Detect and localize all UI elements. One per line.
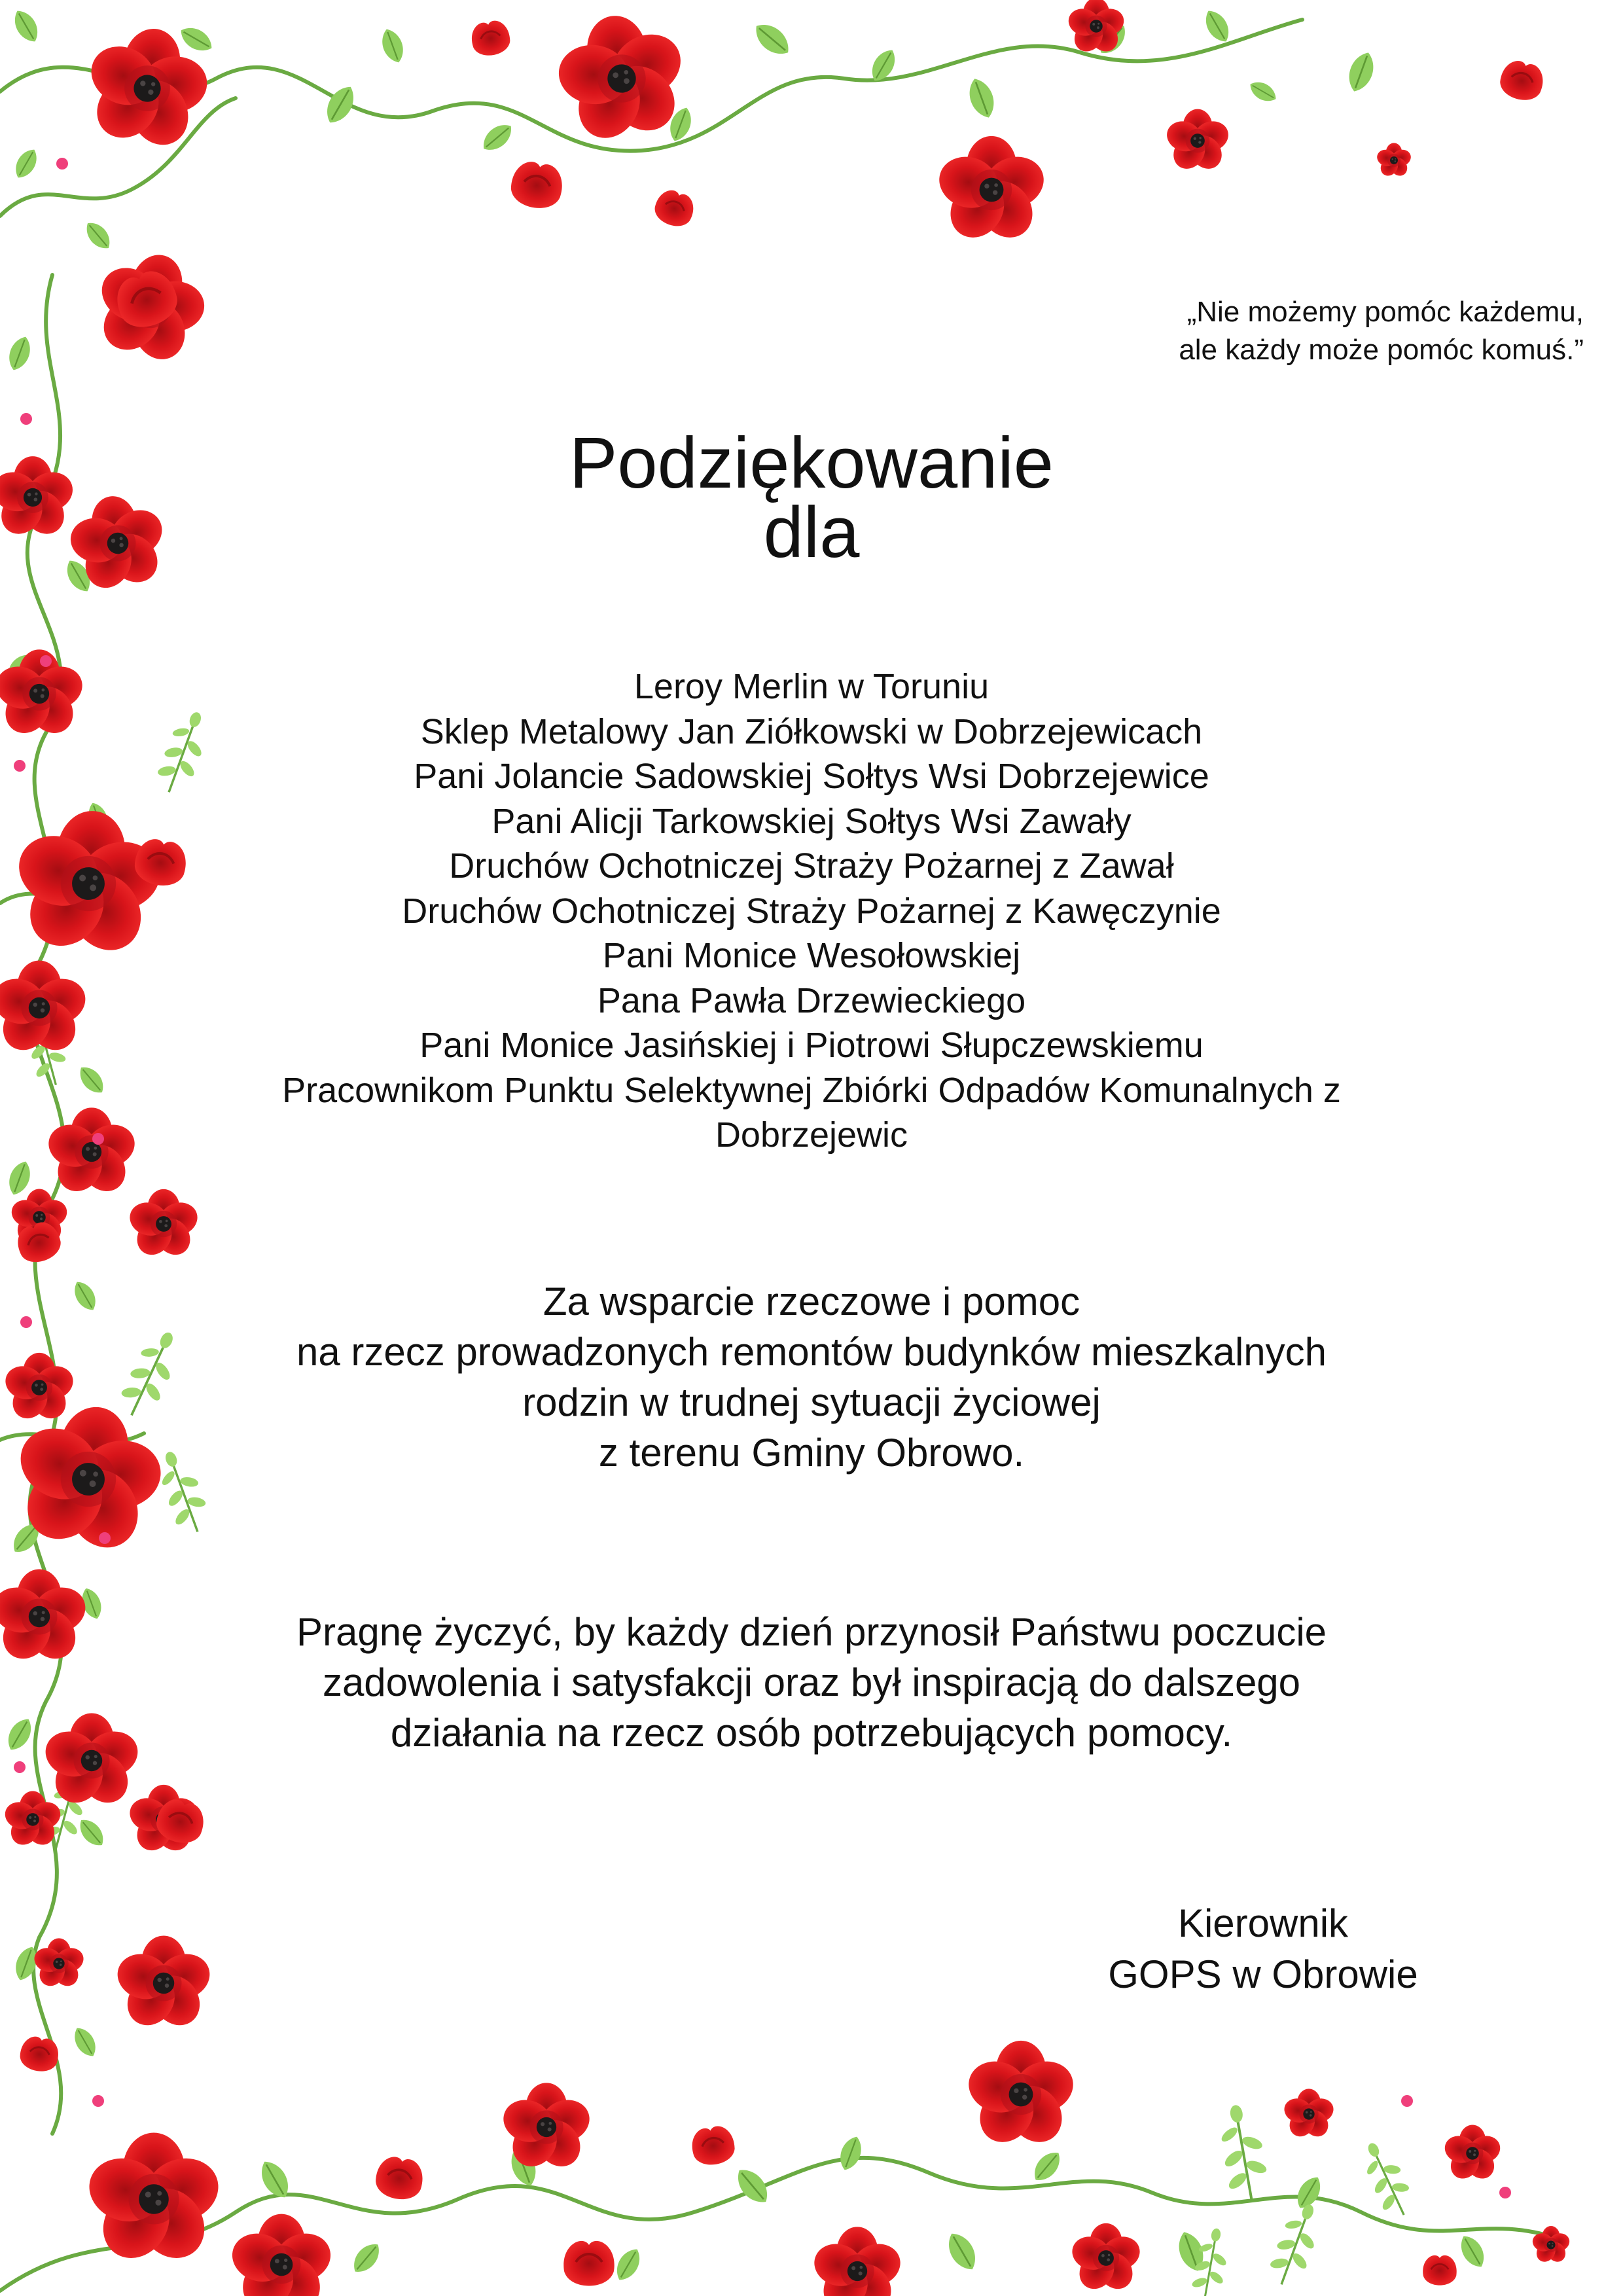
support-line: rodzin w trudnej sytuacji życiowej [522, 1380, 1101, 1424]
poppy-flower-icon [226, 2214, 336, 2296]
pink-bud-icon [56, 158, 68, 170]
leaf-icon [69, 2024, 101, 2060]
recipient-line: Pani Monice Jasińskiej i Piotrowi Słupczewskiemu [419, 1026, 1204, 1065]
leaf-icon [1200, 6, 1234, 46]
recipient-line: Druchów Ochotniczej Straży Pożarnej z Zawał [449, 846, 1174, 886]
poppy-flower-icon [1375, 143, 1413, 179]
signature-line-1: Kierownik [1177, 1901, 1349, 1945]
pink-bud-icon [20, 1316, 32, 1328]
poppy-bud-icon [469, 18, 512, 58]
wishes-line: Pragnę życzyć, by każdy dzień przynosił Państwu poczucie [296, 1610, 1327, 1654]
leaf-icon [5, 334, 35, 374]
poppy-flower-icon [2, 804, 174, 969]
poppy-flower-icon [0, 1570, 91, 1668]
leaf-icon [81, 217, 115, 253]
pink-bud-icon [40, 655, 52, 667]
pink-bud-icon [20, 413, 32, 425]
support-line: Za wsparcie rzeczowe i pomoc [543, 1280, 1080, 1323]
poppy-bud-icon [373, 2154, 426, 2202]
poppy-flower-icon [1281, 2089, 1337, 2142]
poppy-flower-icon [126, 1189, 202, 1262]
leaf-icon [1246, 77, 1279, 106]
recipients-list [190, 664, 1433, 1158]
motto-quote [1073, 293, 1584, 369]
pink-bud-icon [99, 1532, 111, 1544]
title-line-1: Podziękowanie [569, 423, 1054, 503]
poppy-bud-icon [1497, 58, 1547, 105]
wishes-paragraph [157, 1607, 1466, 1758]
recipient-line: Pani Jolancie Sadowskiej Sołtys Wsi Dobrzejewice [414, 757, 1209, 796]
poppy-flower-icon [0, 456, 78, 542]
leaf-icon [942, 2228, 982, 2275]
poppy-flower-icon [112, 1936, 216, 2035]
sprig-icon [1354, 2136, 1420, 2222]
recipient-line: Pracownikom Punktu Selektywnej Zbiórki Odpadów Komunalnych z [282, 1070, 1341, 1110]
recipient-line: Dobrzejewic [715, 1115, 908, 1155]
recipient-line: Pani Alicji Tarkowskiej Sołtys Wsi Zawały [491, 801, 1132, 841]
pink-bud-icon [92, 1133, 104, 1145]
title-line-2: dla [763, 492, 860, 573]
recipient-line: Sklep Metalowy Jan Ziółkowski w Dobrzejewicach [420, 711, 1203, 751]
poppy-flower-icon [0, 961, 91, 1060]
poppy-flower-icon [933, 136, 1050, 248]
support-line: na rzecz prowadzonych remontów budynków mieszkalnych [296, 1330, 1327, 1374]
poppy-bud-icon [1423, 2255, 1457, 2286]
leaf-icon [176, 22, 216, 56]
leaf-icon [378, 26, 408, 66]
poppy-bud-icon [651, 187, 698, 231]
wishes-line: działania na rzecz osób potrzebujących pomocy. [390, 1711, 1233, 1755]
poppy-bud-icon [689, 2124, 737, 2168]
leaf-icon [1455, 2231, 1489, 2271]
sprig-icon [1263, 2198, 1329, 2291]
motto-line-2: ale każdy może pomóc komuś.” [1179, 334, 1584, 366]
poppy-flower-icon [31, 1938, 87, 1991]
poppy-bud-icon [18, 2034, 61, 2074]
pink-bud-icon [1499, 2187, 1511, 2198]
leaf-icon [75, 1062, 109, 1098]
leaf-icon [320, 81, 360, 128]
poppy-flower-icon [1068, 2223, 1144, 2296]
poppy-flower-icon [962, 2041, 1080, 2153]
signature-line-2: GOPS w Obrowie [1108, 1952, 1418, 1996]
leaf-icon [478, 118, 517, 156]
support-line: z terenu Gminy Obrowo. [598, 1431, 1025, 1475]
leaf-icon [3, 1714, 37, 1754]
recipient-line: Pani Monice Wesołowskiej [602, 936, 1021, 975]
leaf-icon [10, 145, 42, 182]
pink-bud-icon [14, 760, 26, 772]
poppy-bud-icon [508, 159, 565, 212]
leaf-icon [611, 2244, 645, 2284]
leaf-icon [69, 1278, 101, 1314]
poppy-flower-icon [1441, 2125, 1503, 2185]
leaf-icon [348, 2238, 385, 2278]
pink-bud-icon [1401, 2095, 1413, 2107]
support-paragraph [157, 1276, 1466, 1478]
leaf-icon [836, 2134, 866, 2174]
leaf-icon [1344, 49, 1379, 96]
poppy-flower-icon [1, 1353, 77, 1426]
poppy-bud-icon [563, 2241, 614, 2286]
poppy-flower-icon [1065, 0, 1127, 57]
pink-bud-icon [14, 1761, 26, 1773]
leaf-icon [75, 1814, 109, 1850]
leaf-icon [964, 75, 999, 122]
poppy-flower-icon [809, 2227, 906, 2296]
sprig-icon [1213, 2102, 1274, 2205]
page-title [353, 423, 1270, 573]
pink-bud-icon [92, 2095, 104, 2107]
leaf-icon [9, 6, 43, 46]
poppy-flower-icon [1163, 109, 1232, 175]
recipient-line: Leroy Merlin w Toruniu [633, 667, 990, 706]
wishes-line: zadowolenia i satysfakcji oraz był inspiracją do dalszego [322, 1660, 1301, 1704]
leaf-icon [749, 18, 795, 62]
motto-line-1: „Nie możemy pomóc każdemu, [1186, 296, 1584, 328]
leaf-icon [1028, 2147, 1065, 2186]
recipient-line: Pana Pawła Drzewieckiego [597, 980, 1026, 1020]
signature-block [1008, 1898, 1518, 2000]
recipient-line: Druchów Ochotniczej Straży Pożarnej z Kawęczynie [402, 891, 1221, 931]
leaf-icon [5, 1158, 35, 1198]
